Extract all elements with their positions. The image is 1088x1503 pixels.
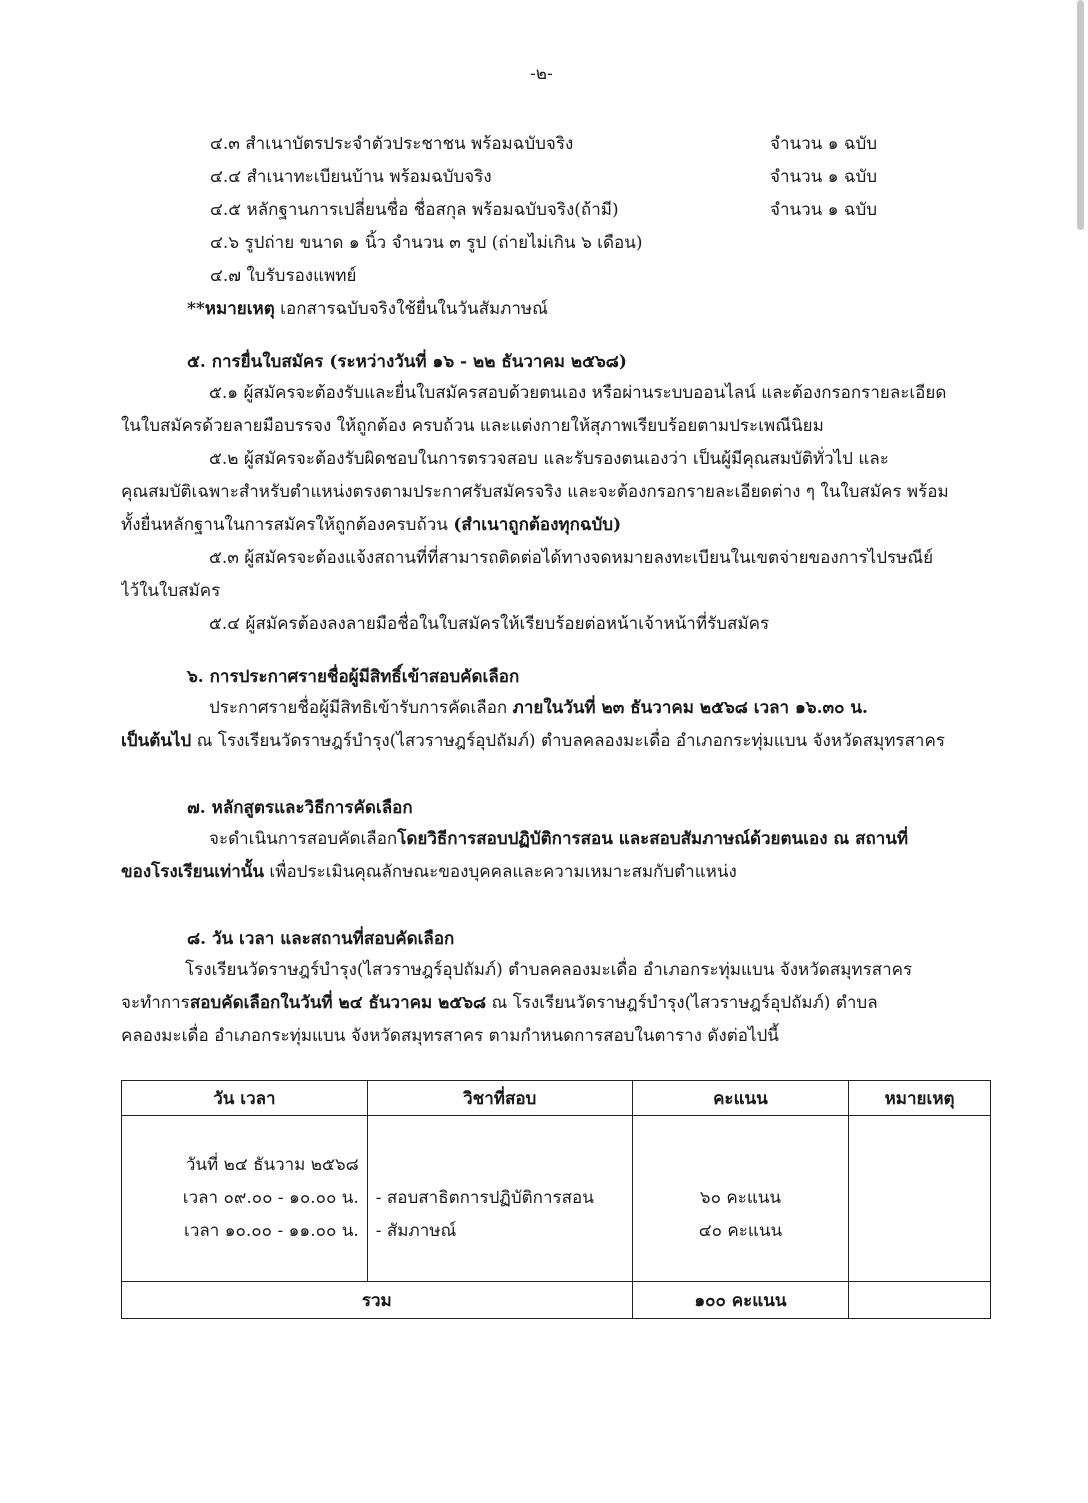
section-5-heading: ๕. การยื่นใบสมัคร (ระหว่างวันที่ ๑๖ - ๒๒ ธันวาคม ๒๕๖๘) (187, 352, 627, 372)
table-total-row (122, 1282, 991, 1319)
exam-subject: - สอบสาธิตการปฏิบัติการสอน (375, 1188, 594, 1208)
scrollbar[interactable] (1077, 0, 1084, 230)
paragraph-line: ๕.๓ ผู้สมัครจะต้องแจ้งสถานที่ที่สามารถติดต่อได้ทางจดหมายลงทะเบียนในเขตจ่ายของการไปรษณีย์ (209, 548, 934, 568)
paragraph-bold: สอบคัดเลือกในวันที่ ๒๔ ธันวาคม ๒๕๖๘ (189, 993, 487, 1013)
exam-score: ๖๐ คะแนน (699, 1188, 782, 1208)
exam-subject: - สัมภาษณ์ (375, 1221, 457, 1241)
paragraph-line (121, 823, 989, 856)
section-8-body (121, 954, 989, 1053)
doc-item-label: ๔.๗ ใบรับรองแพทย์ (210, 266, 357, 286)
exam-schedule-table (121, 1080, 991, 1319)
doc-item-qty: จำนวน ๑ ฉบับ (770, 167, 878, 187)
paragraph-line: ๕.๑ ผู้สมัครจะต้องรับและยื่นใบสมัครสอบด้วยตนเอง หรือผ่านระบบออนไลน์ และต้องกรอกรายละเอียด (209, 383, 947, 403)
subject-cell (367, 1116, 632, 1282)
paragraph-text: ณ โรงเรียนวัดราษฎร์บำรุง(ไสวราษฎร์อุปถัมภ์) ตำบล (486, 993, 878, 1013)
paragraph-bold: (สำเนาถูกต้องทุกฉบับ) (453, 515, 622, 535)
paragraph-line (121, 509, 989, 542)
section-7-body (121, 823, 989, 889)
exam-time: เวลา ๐๙.๐๐ - ๑๐.๐๐ น. (182, 1188, 359, 1208)
note-label: **หมายเหตุ (187, 299, 275, 319)
remark-cell (849, 1282, 991, 1319)
paragraph-line: คุณสมบัติเฉพาะสำหรับตำแหน่งตรงตามประกาศรับสมัครจริง และจะต้องกรอกรายละเอียดต่าง ๆ ในใบสมัคร พร้อม (121, 482, 949, 502)
paragraph-text: จะทำการ (121, 993, 190, 1013)
doc-item-label: ๔.๖ รูปถ่าย ขนาด ๑ นิ้ว จำนวน ๓ รูป (ถ่ายไม่เกิน ๖ เดือน) (210, 233, 643, 253)
paragraph-text: จะดำเนินการสอบคัดเลือก (209, 829, 398, 849)
paragraph-line (121, 987, 989, 1020)
time-cell (122, 1116, 368, 1282)
exam-score: ๔๐ คะแนน (698, 1221, 783, 1241)
paragraph-line: โรงเรียนวัดราษฎร์บำรุง(ไสวราษฎร์อุปถัมภ์) ตำบลคลองมะเดื่อ อำเภอกระทุ่มแบน จังหวัดสมุทรสาคร (185, 960, 913, 980)
paragraph-line: ๕.๒ ผู้สมัครจะต้องรับผิดชอบในการตรวจสอบ และรับรองตนเองว่า เป็นผู้มีคุณสมบัติทั่วไป และ (209, 449, 889, 469)
paragraph-bold: เป็นต้นไป (121, 731, 192, 751)
total-score: ๑๐๐ คะแนน (632, 1282, 849, 1319)
table-row (122, 1116, 991, 1282)
section-6-heading: ๖. การประกาศรายชื่อผู้มีสิทธิ์เข้าสอบคัดเลือก (187, 667, 520, 687)
paragraph-text: เพื่อประเมินคุณลักษณะของบุคคลและความเหมาะสมกับตำแหน่ง (264, 862, 737, 882)
paragraph-line: ไว้ในใบสมัคร (121, 581, 221, 601)
section-5-body (121, 377, 989, 641)
table-header: คะแนน (632, 1081, 849, 1116)
paragraph-line (121, 856, 989, 889)
paragraph-bold: ภายในวันที่ ๒๓ ธันวาคม ๒๕๖๘ เวลา ๑๖.๓๐ น. (512, 698, 868, 718)
table-header: วิชาที่สอบ (367, 1081, 632, 1116)
table-header-row (122, 1081, 991, 1116)
paragraph-line: ๕.๔ ผู้สมัครต้องลงลายมือชื่อในใบสมัครให้เรียบร้อยต่อหน้าเจ้าหน้าที่รับสมัคร (209, 614, 770, 634)
paragraph-line: คลองมะเดื่อ อำเภอกระทุ่มแบน จังหวัดสมุทรสาคร ตามกำหนดการสอบในตาราง ดังต่อไปนี้ (121, 1026, 779, 1046)
paragraph-line (121, 725, 989, 758)
page-number: -๒- (530, 64, 553, 84)
doc-item-label: ๔.๓ สำเนาบัตรประจำตัวประชาชน พร้อมฉบับจริง (210, 134, 574, 154)
total-label: รวม (122, 1282, 633, 1319)
table-header: หมายเหตุ (849, 1081, 991, 1116)
paragraph-line (121, 692, 989, 725)
exam-time: เวลา ๑๐.๐๐ - ๑๑.๐๐ น. (184, 1221, 359, 1241)
section-7-heading: ๗. หลักสูตรและวิธีการคัดเลือก (187, 798, 413, 818)
paragraph-line: ในใบสมัครด้วยลายมือบรรจง ให้ถูกต้อง ครบถ้วน และแต่งกายให้สุภาพเรียบร้อยตามประเพณีนิยม (121, 416, 824, 436)
note-line (187, 295, 548, 322)
paragraph-bold: โดยวิธีการสอบปฏิบัติการสอน และสอบสัมภาษณ์ด้วยตนเอง ณ สถานที่ (397, 829, 909, 849)
doc-item-label: ๔.๕ หลักฐานการเปลี่ยนชื่อ ชื่อสกุล พร้อมฉบับจริง(ถ้ามี) (210, 200, 619, 220)
section-8-heading: ๘. วัน เวลา และสถานที่สอบคัดเลือก (187, 929, 455, 949)
doc-item-qty: จำนวน ๑ ฉบับ (770, 200, 878, 220)
doc-item-qty: จำนวน ๑ ฉบับ (770, 134, 878, 154)
paragraph-text: ประกาศรายชื่อผู้มีสิทธิเข้ารับการคัดเลือก (209, 698, 513, 718)
section-6-body (121, 692, 989, 758)
exam-date: วันที่ ๒๔ ธันวาม ๒๕๖๘ (185, 1155, 359, 1175)
paragraph-text: ทั้งยื่นหลักฐานในการสมัครให้ถูกต้องครบถ้วน (121, 515, 454, 535)
paragraph-text: ณ โรงเรียนวัดราษฎร์บำรุง(ไสวราษฎร์อุปถัมภ์) ตำบลคลองมะเดื่อ อำเภอกระทุ่มแบน จังหวัดสมุทรสาคร (191, 731, 945, 751)
table-header: วัน เวลา (122, 1081, 368, 1116)
paragraph-bold: ของโรงเรียนเท่านั้น (121, 862, 265, 882)
remark-cell (849, 1116, 991, 1282)
note-text: เอกสารฉบับจริงใช้ยื่นในวันสัมภาษณ์ (274, 299, 548, 319)
score-cell (632, 1116, 849, 1282)
doc-item-label: ๔.๔ สำเนาทะเบียนบ้าน พร้อมฉบับจริง (210, 167, 492, 187)
